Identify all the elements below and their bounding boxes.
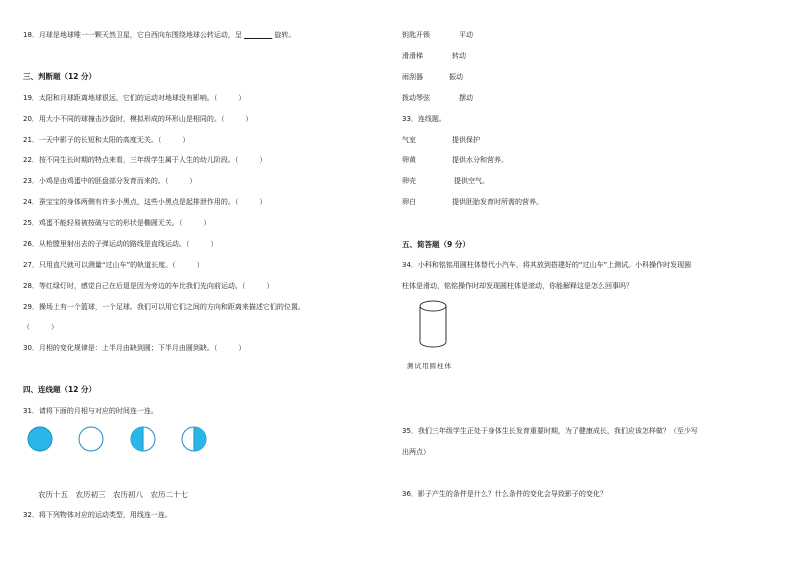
question-18-text: 18．月球是地球唯一一颗天然卫星，它自西向东围绕地球公转运动，呈 (23, 31, 242, 39)
q32-type-1: 平动 (459, 31, 473, 39)
question-31: 31．请将下面的月相与对应的时间连一连。 (23, 407, 158, 415)
q33-part-4: 卵白 (402, 198, 416, 206)
question-34-line-1: 34．小科和铭铭用圆柱体替代小汽车，将其放到搭建好的“过山车”上测试。小科操作时发现圆 (402, 261, 692, 269)
q33-part-3: 卵壳 (402, 177, 416, 185)
q32-object-4: 拨动琴弦 (402, 94, 430, 102)
q33-func-3: 提供空气。 (454, 177, 489, 185)
moon-new (78, 426, 104, 452)
question-28: 28．等红绿灯时，感觉自己在后退是因为旁边的车比我们先向前运动。（ ） (23, 282, 274, 290)
q33-part-1: 气室 (402, 136, 416, 144)
q33-func-2: 提供水分和营养。 (452, 156, 508, 164)
q32-object-3: 雨刮器 (402, 73, 423, 81)
q32-type-3: 振动 (449, 73, 463, 81)
q33-func-1: 提供保护 (452, 136, 480, 144)
moon-first-quarter (130, 426, 156, 452)
question-30: 30．月相的变化规律是：上半月由缺到圆；下半月由圆到缺。（ ） (23, 344, 246, 352)
question-22: 22．按不同生长时期的特点来看，三年级学生属于人生的幼儿阶段。（ ） (23, 156, 267, 164)
q32-object-2: 滑滑梯 (402, 52, 423, 60)
moon-labels: 农历十五 农历初三 农历初八 农历二十七 (38, 490, 188, 499)
question-27: 27．只用直尺就可以测量“过山车”的轨道长度。（ ） (23, 261, 204, 269)
question-18-blank: ________ (244, 31, 273, 39)
question-24: 24．蚕宝宝的身体两侧有许多小黑点，这些小黑点是起排泄作用的。（ ） (23, 198, 267, 206)
cylinder-figure (410, 298, 456, 352)
cylinder-caption: 测试用圆柱体 (407, 362, 452, 370)
question-18-end: 旋转。 (274, 31, 296, 39)
section-3-heading: 三、判断题（12 分） (23, 72, 97, 81)
question-35-line-1: 35．我们三年级学生正处于身体生长发育重要时期，为了健康成长，我们应该怎样做？（至少写 (402, 427, 698, 435)
moon-full-disc (28, 427, 52, 451)
moon-last-quarter-lit (194, 427, 206, 451)
question-21: 21．一天中影子的长短和太阳的高度无关。（ ） (23, 136, 190, 144)
moon-full (27, 426, 53, 452)
question-35-line-2: 出两点） (402, 448, 430, 456)
q32-type-2: 转动 (452, 52, 466, 60)
moon-new-disc (79, 427, 103, 451)
question-18 (23, 31, 295, 40)
question-25: 25．鸡蛋不能轻易被按破与它的形状是椭圆无关。（ ） (23, 219, 211, 227)
question-36: 36．影子产生的条件是什么？什么条件的变化会导致影子的变化？ (402, 490, 607, 498)
question-34-line-2: 柱体是滑动，铭铭操作时却发现圆柱体是滚动，你能解释这是怎么回事吗？ (402, 282, 633, 290)
question-33: 33．连线题。 (402, 115, 446, 123)
q32-type-4: 摆动 (459, 94, 473, 102)
section-5-heading: 五、简答题（9 分） (402, 240, 470, 249)
question-26: 26．从枪膛里射出去的子弹运动的路线是直线运动。（ ） (23, 240, 218, 248)
question-20: 20．用大小不同的球撞击沙盘时，模拟形成的环形山是相同的。（ ） (23, 115, 253, 123)
moon-first-quarter-lit (131, 427, 143, 451)
question-19: 19．太阳和月球距离地球很远，它们的运动对地球没有影响。（ ） (23, 94, 246, 102)
q32-object-1: 钥匙开锁 (402, 31, 430, 39)
q33-part-2: 卵黄 (402, 156, 416, 164)
q33-func-4: 提供胚胎发育时所需的营养。 (452, 198, 543, 206)
question-32: 32．将下列物体对应的运动类型，用线连一连。 (23, 511, 172, 519)
question-29-bracket: （ ） (23, 323, 58, 331)
moon-last-quarter (181, 426, 207, 452)
section-4-heading: 四、连线题（12 分） (23, 385, 97, 394)
question-23: 23．小鸡是由鸡蛋中的胚盘部分发育而来的。（ ） (23, 177, 197, 185)
question-29: 29．操场上有一个篮球，一个足球。我们可以用它们之间的方向和距离来描述它们的位置。 (23, 303, 305, 311)
